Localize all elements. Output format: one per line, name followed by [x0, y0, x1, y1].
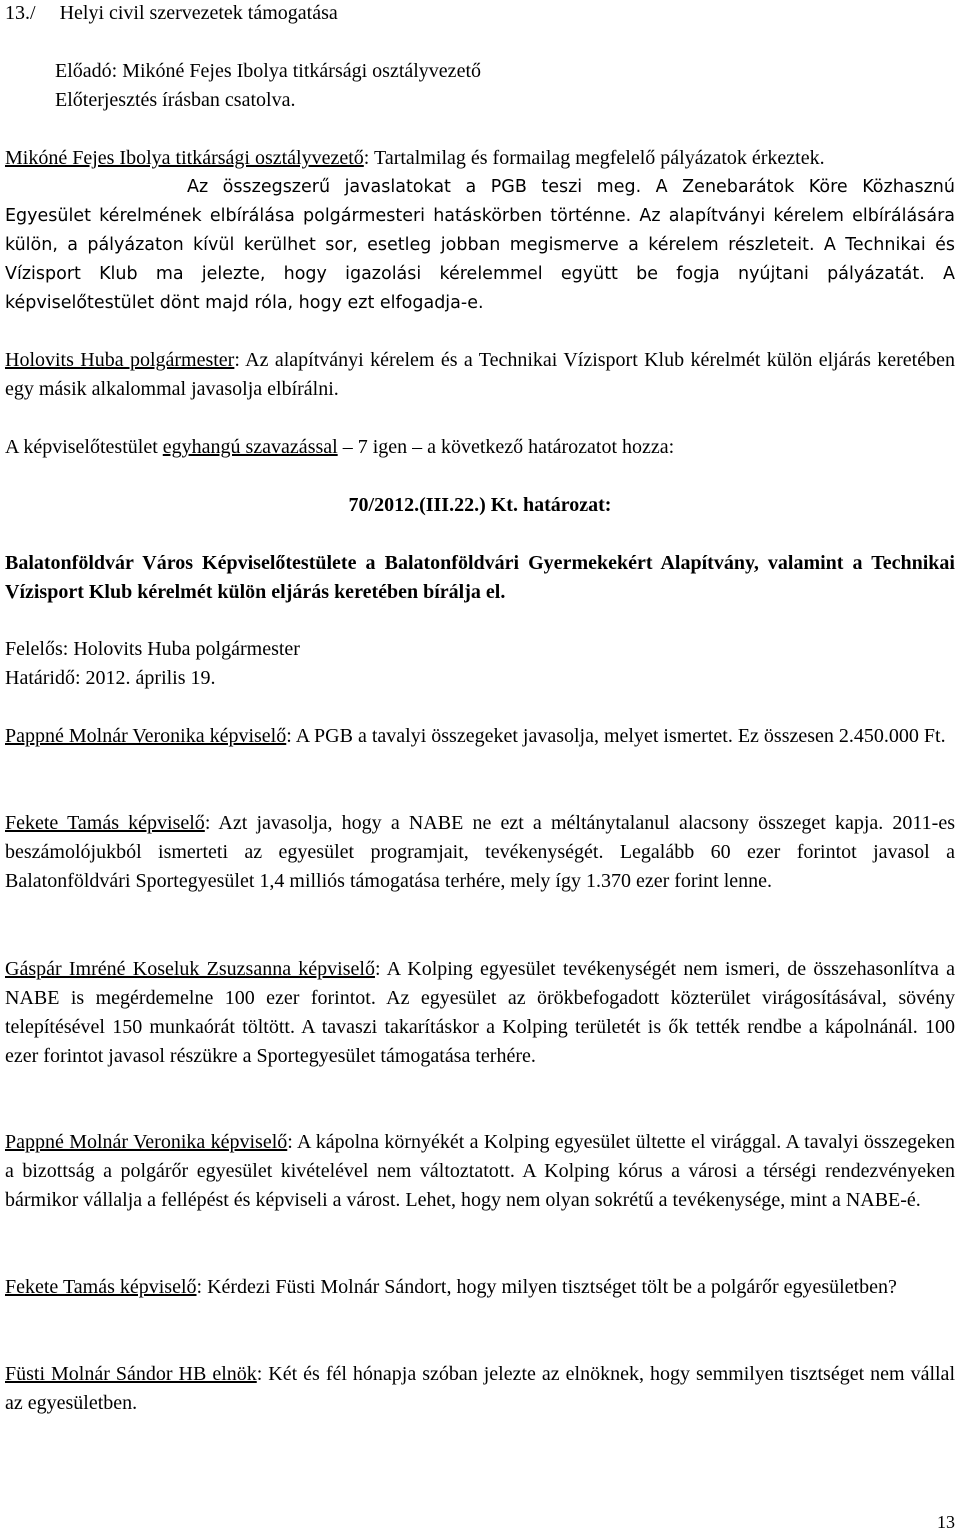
paragraph-text: A Kolping egyesület tevékenységét nem ismeri, de összehasonlítva a NABE is megérdemelne 100 ezer forintot. Az egyesület az örökbefogadott közterület virágosításával, sövény telepítésével 150 munkaórát töltött. A tavaszi takarításkor a Kolping területét is ők tették rendbe a kápolnánál. 100 ezer forintot javasol részükre a Sportegyesület támogatása terhére. — [5, 958, 956, 1067]
presenter-line: Előadó: Mikóné Fejes Ibolya titkársági osztályvezető — [55, 60, 481, 82]
paragraph-text: A PGB a tavalyi összegeket javasolja, melyet ismertet. Ez összesen 2.450.000 Ft. — [291, 725, 946, 747]
paragraph-text: Tartalmilag és formailag megfelelő pályázatok érkeztek. — [369, 147, 825, 169]
paragraph-text: A kápolna környékét a Kolping egyesület ültette el virággal. A tavalyi összegeken a bizottság a polgárőr egyesület kivételével nem változtatott. A Kolping kórus a városi a térségi rendezvényeken bármikor vállalja a fellépést és képviseli a várost. Lehet, hogy nem olyan sokrétű a tevékenysége, mint a NABE-é. — [5, 1131, 955, 1211]
paragraph-1 — [5, 144, 955, 173]
paragraph-4 — [5, 809, 955, 896]
deadline-line: Határidő: 2012. április 19. — [5, 667, 216, 689]
speaker-name: Fekete Tamás képviselő — [5, 812, 205, 834]
agenda-heading — [5, 0, 338, 28]
paragraph-text: Két és fél hónapja szóban jelezte az elnöknek, hogy semmilyen tisztséget nem vállal az egyesületben. — [5, 1363, 955, 1414]
attachment-line: Előterjesztés írásban csatolva. — [55, 89, 296, 111]
vote-post: – 7 igen – a következő határozatot hozza: — [337, 436, 675, 458]
paragraph-2 — [5, 346, 955, 404]
speaker-name: Fekete Tamás képviselő — [5, 1276, 197, 1298]
paragraph-8 — [5, 1360, 955, 1418]
paragraph-5 — [5, 955, 955, 1071]
paragraph-text: Az összegszerű javaslatokat a PGB teszi meg. A Zenebarátok Köre Közhasznú Egyesület kérelmének elbírálása polgármesteri hatáskörben történne. Az alapítványi kérelem elbírálására külön, a pályázaton kívül kerülhet sor, esetleg jobban megismerve a kérelem részleteit. — [5, 177, 955, 255]
speaker-colon: : — [196, 1276, 203, 1298]
resolution-text: Balatonföldvár Város Képviselőtestülete a Balatonföldvári Gyermekekért Alapítvány, valamint a Technikai Vízisport Klub kérelmét külön eljárás keretében bírálja el. — [5, 552, 955, 603]
speaker-colon: : — [234, 349, 240, 371]
vote-line — [5, 433, 955, 462]
speaker-name: Pappné Molnár Veronika képviselő — [5, 1131, 288, 1153]
speaker-name: Gáspár Imréné Koseluk Zsuzsanna képviselő — [5, 958, 375, 980]
speaker-colon: : — [204, 812, 211, 834]
paragraph-text: Azt javasolja, hogy a NABE ne ezt a méltánytalanul alacsony összeget kapja. 2011-es beszámolójukból ismerteti az egyesület programjait, tevékenységét. Legalább 60 ezer forintot javasol a Balatonföldvári Sportegyesület 1,4 milliós támogatása terhére, mely így 1.370 ezer forint lenne. — [5, 812, 956, 892]
paragraph-3 — [5, 722, 955, 751]
speaker-name: Pappné Molnár Veronika képviselő — [5, 725, 287, 747]
vote-method: egyhangú szavazással — [162, 436, 338, 458]
speaker-colon: : — [374, 958, 381, 980]
paragraph-6 — [5, 1128, 955, 1215]
speaker-name: Holovits Huba polgármester — [5, 349, 235, 371]
paragraph-text: Kérdezi Füsti Molnár Sándort, hogy milyen tisztséget tölt be a polgárőr egyesületben? — [202, 1276, 897, 1298]
speaker-name: Mikóné Fejes Ibolya titkársági osztályvezető — [5, 147, 364, 169]
paragraph-text: Az alapítványi kérelem és a Technikai Vízisport Klub kérelmét külön eljárás keretében egy másik alkalommal javasolja elbírálni. — [5, 349, 955, 400]
agenda-title: Helyi civil szervezetek támogatása — [59, 2, 338, 24]
paragraph-1-cont — [5, 173, 955, 318]
responsible-line: Felelős: Holovits Huba polgármester — [5, 638, 300, 660]
paragraph-7 — [5, 1273, 955, 1302]
resolution-number: 70/2012.(III.22.) Kt. határozat: — [348, 494, 612, 516]
speaker-colon: : — [287, 1131, 293, 1153]
speaker-colon: : — [363, 147, 370, 169]
page-number: 13 — [937, 1512, 955, 1532]
speaker-colon: : — [256, 1363, 263, 1385]
agenda-number: 13./ — [5, 2, 36, 24]
paragraph-text: A Technikai és Vízisport Klub ma jelezte, hogy igazolási kérelemmel együtt be fogja nyújtani pályázatát. A képviselőtestület dönt majd róla, hogy ezt elfogadja-e. — [5, 235, 956, 313]
speaker-colon: : — [286, 725, 292, 747]
vote-pre: A képviselőtestület — [5, 436, 163, 458]
speaker-name: Füsti Molnár Sándor HB elnök — [5, 1363, 257, 1385]
